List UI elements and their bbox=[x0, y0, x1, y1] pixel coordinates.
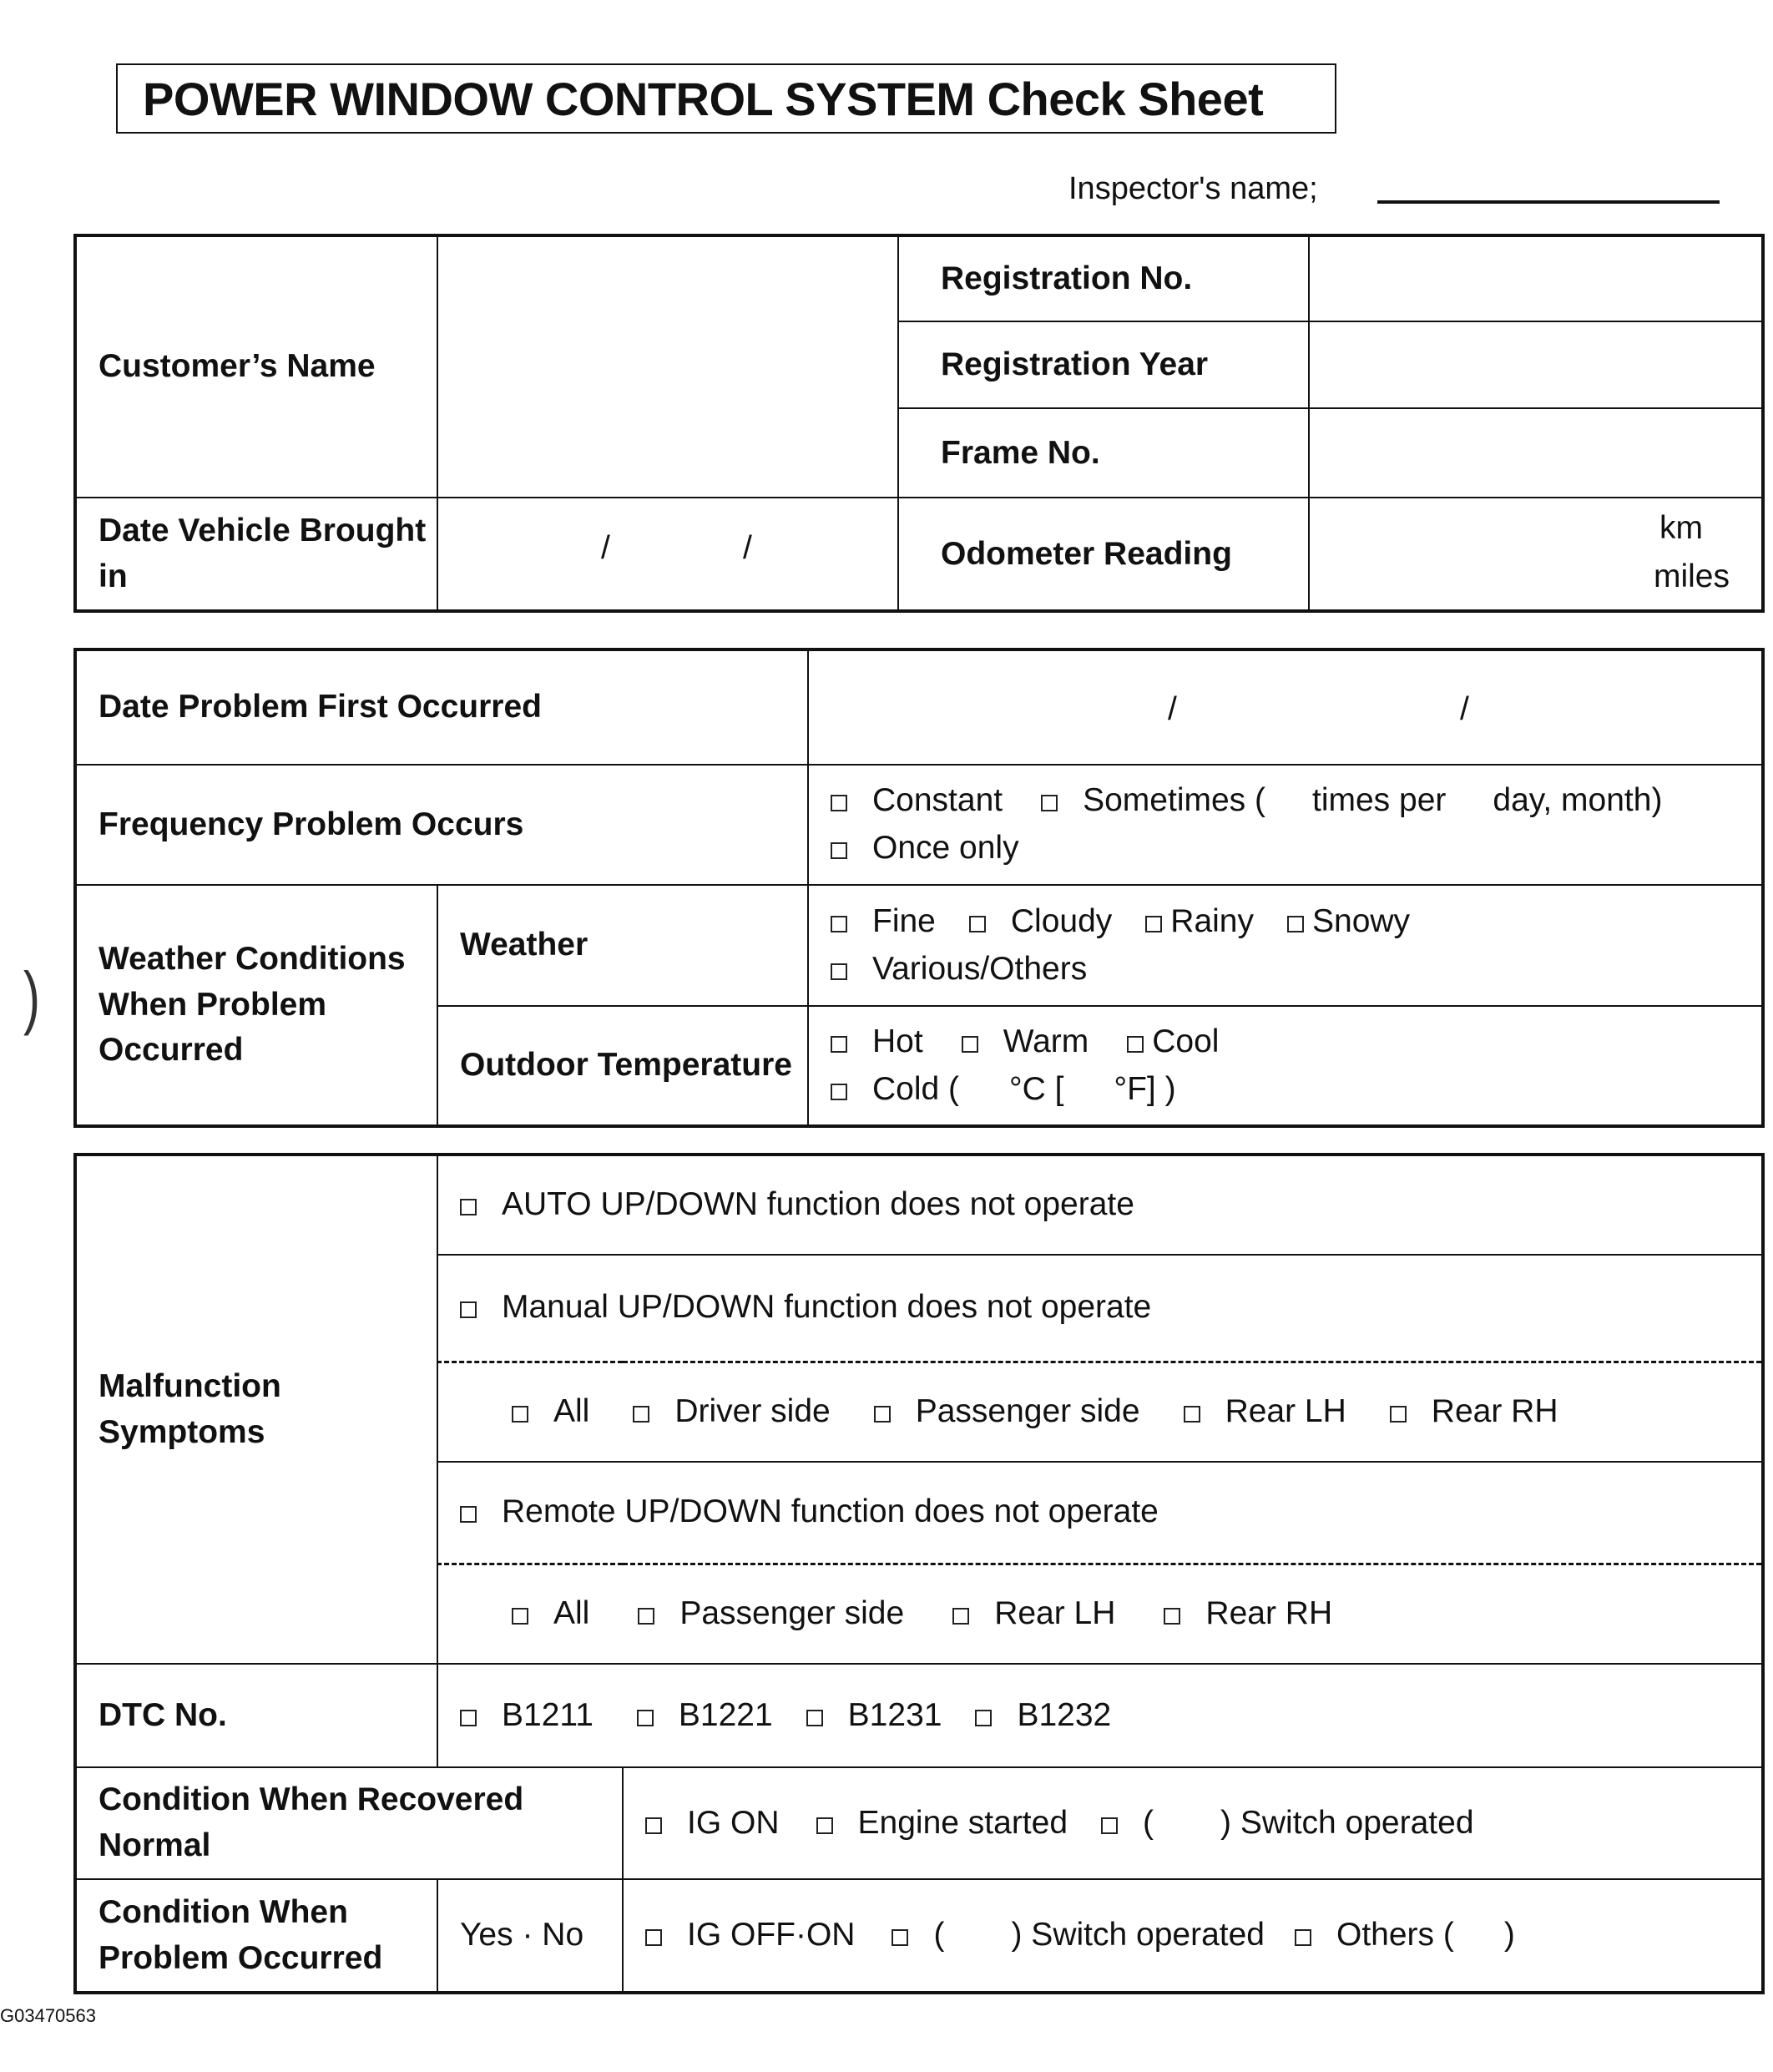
checkbox[interactable] bbox=[831, 1036, 847, 1053]
weather-label: Weather bbox=[437, 885, 808, 1006]
malfunction-symptoms-label: Malfunction Symptoms bbox=[75, 1155, 437, 1664]
option-rainy: Rainy bbox=[1170, 902, 1254, 939]
option-passenger-side: Passenger side bbox=[679, 1595, 905, 1632]
option-others: Others ( bbox=[1336, 1917, 1454, 1953]
dtc-code: B1221 bbox=[678, 1696, 773, 1733]
option-rear-lh: Rear LH bbox=[994, 1595, 1116, 1632]
checkbox[interactable] bbox=[892, 1929, 908, 1946]
checkbox[interactable] bbox=[831, 842, 847, 859]
weather-conditions-label: Weather Conditions When Problem Occurred bbox=[75, 885, 437, 1126]
customer-name-label: Customer’s Name bbox=[75, 235, 437, 498]
checkbox[interactable] bbox=[460, 1301, 477, 1318]
outdoor-temperature-label: Outdoor Temperature bbox=[437, 1006, 808, 1126]
option-constant: Constant bbox=[872, 782, 1003, 819]
manual-side-options bbox=[437, 1362, 1763, 1462]
odometer-field[interactable] bbox=[1309, 498, 1763, 611]
option-ig-off-on: IG OFF·ON bbox=[687, 1917, 856, 1953]
fahrenheit-label: °F] ) bbox=[1114, 1070, 1176, 1107]
option-rear-rh: Rear RH bbox=[1431, 1393, 1558, 1430]
option-rear-rh: Rear RH bbox=[1205, 1595, 1333, 1632]
margin-mark: ) bbox=[23, 958, 40, 1037]
checkbox[interactable] bbox=[1390, 1406, 1407, 1423]
option-all: All bbox=[553, 1595, 590, 1632]
date-brought-in-field[interactable] bbox=[437, 498, 898, 611]
inspector-name-label: Inspector's name; bbox=[1068, 171, 1318, 206]
checkbox[interactable] bbox=[637, 1710, 654, 1726]
day-month-label: day, month) bbox=[1493, 782, 1663, 819]
date-separator: / bbox=[1460, 691, 1469, 727]
checkbox[interactable] bbox=[1127, 1036, 1144, 1053]
date-brought-in-label: Date Vehicle Brought in bbox=[75, 498, 437, 611]
customer-name-field[interactable] bbox=[437, 235, 898, 498]
odometer-label: Odometer Reading bbox=[898, 498, 1309, 611]
option-hot: Hot bbox=[872, 1023, 923, 1059]
symptom-remote bbox=[437, 1462, 1763, 1564]
registration-no-field[interactable] bbox=[1309, 235, 1763, 321]
option-sometimes: Sometimes ( bbox=[1083, 782, 1265, 819]
option-driver-side: Driver side bbox=[674, 1393, 831, 1430]
registration-no-label: Registration No. bbox=[898, 235, 1309, 321]
checkbox[interactable] bbox=[645, 1929, 662, 1946]
checkbox[interactable] bbox=[1287, 916, 1304, 932]
option-cool: Cool bbox=[1152, 1023, 1220, 1059]
checkbox[interactable] bbox=[1295, 1929, 1311, 1946]
checkbox[interactable] bbox=[806, 1710, 823, 1726]
weather-options bbox=[808, 885, 1763, 1006]
option-all: All bbox=[553, 1393, 590, 1430]
checkbox[interactable] bbox=[831, 916, 847, 932]
option-fine: Fine bbox=[872, 902, 936, 939]
registration-year-label: Registration Year bbox=[898, 321, 1309, 408]
option-warm: Warm bbox=[1003, 1023, 1089, 1059]
checkbox[interactable] bbox=[1145, 916, 1162, 932]
symptoms-table bbox=[73, 1153, 1765, 1994]
remote-side-options bbox=[437, 1564, 1763, 1664]
checkbox[interactable] bbox=[460, 1710, 477, 1726]
option-switch-operated: ) Switch operated bbox=[1011, 1917, 1265, 1953]
problem-info-table bbox=[73, 648, 1765, 1128]
symptom-auto-text: AUTO UP/DOWN function does not operate bbox=[502, 1186, 1134, 1223]
date-separator: / bbox=[743, 530, 752, 566]
checkbox[interactable] bbox=[638, 1608, 654, 1625]
frame-no-label: Frame No. bbox=[898, 408, 1309, 498]
checkbox[interactable] bbox=[975, 1710, 992, 1726]
times-per-label: times per bbox=[1312, 782, 1447, 819]
dtc-code: B1232 bbox=[1017, 1696, 1112, 1733]
checkbox[interactable] bbox=[1101, 1817, 1118, 1834]
checkbox[interactable] bbox=[1164, 1608, 1180, 1625]
option-passenger-side: Passenger side bbox=[915, 1393, 1140, 1430]
checkbox[interactable] bbox=[1041, 795, 1058, 811]
paren-open: ( bbox=[1143, 1804, 1154, 1841]
date-first-occurred-label: Date Problem First Occurred bbox=[75, 649, 808, 765]
date-separator: / bbox=[601, 530, 610, 566]
recovered-options bbox=[623, 1767, 1763, 1879]
option-ig-on: IG ON bbox=[687, 1804, 780, 1841]
dtc-options bbox=[437, 1664, 1763, 1767]
symptom-manual bbox=[437, 1255, 1763, 1362]
checkbox[interactable] bbox=[874, 1406, 891, 1423]
checkbox[interactable] bbox=[460, 1199, 477, 1215]
checkbox[interactable] bbox=[512, 1406, 528, 1423]
unit-km: km bbox=[1659, 510, 1703, 546]
problem-occurred-label: Condition When Problem Occurred bbox=[75, 1879, 437, 1993]
date-separator: / bbox=[1168, 691, 1177, 727]
option-switch-operated: ) Switch operated bbox=[1220, 1804, 1474, 1841]
option-cloudy: Cloudy bbox=[1010, 902, 1113, 939]
frequency-options bbox=[808, 765, 1763, 885]
celsius-label: °C [ bbox=[1009, 1070, 1064, 1107]
inspector-name-field[interactable] bbox=[1377, 200, 1720, 204]
checkbox[interactable] bbox=[831, 963, 847, 980]
symptom-auto bbox=[437, 1155, 1763, 1255]
option-rear-lh: Rear LH bbox=[1225, 1393, 1346, 1430]
figure-id: G03470563 bbox=[0, 2005, 96, 2026]
temperature-options bbox=[808, 1006, 1763, 1126]
checkbox[interactable] bbox=[831, 795, 847, 811]
checkbox[interactable] bbox=[969, 916, 986, 932]
option-engine-started: Engine started bbox=[857, 1804, 1068, 1841]
checkbox[interactable] bbox=[645, 1817, 662, 1834]
checkbox[interactable] bbox=[460, 1506, 477, 1523]
symptom-remote-text: Remote UP/DOWN function does not operate bbox=[502, 1493, 1159, 1530]
option-once-only: Once only bbox=[872, 830, 1019, 866]
frequency-label: Frequency Problem Occurs bbox=[75, 765, 808, 885]
registration-year-field[interactable] bbox=[1309, 321, 1763, 408]
checkbox[interactable] bbox=[1184, 1406, 1200, 1423]
date-first-occurred-field[interactable] bbox=[808, 649, 1763, 765]
dtc-code: B1211 bbox=[502, 1696, 594, 1733]
paren-close: ) bbox=[1503, 1917, 1515, 1953]
recovered-normal-label: Condition When Recovered Normal bbox=[75, 1767, 623, 1879]
frame-no-field[interactable] bbox=[1309, 408, 1763, 498]
checkbox[interactable] bbox=[962, 1036, 978, 1053]
paren-open: ( bbox=[933, 1917, 945, 1953]
symptom-manual-text: Manual UP/DOWN function does not operate bbox=[502, 1289, 1152, 1326]
vehicle-info-table bbox=[73, 234, 1765, 613]
yes-no-label: Yes · No bbox=[437, 1879, 623, 1993]
checkbox[interactable] bbox=[816, 1817, 833, 1834]
dtc-code: B1231 bbox=[847, 1696, 942, 1733]
option-cold: Cold ( bbox=[872, 1070, 960, 1107]
option-various-others: Various/Others bbox=[872, 950, 1088, 987]
unit-miles: miles bbox=[1653, 558, 1730, 594]
page-title: POWER WINDOW CONTROL SYSTEM Check Sheet bbox=[116, 63, 1336, 134]
dtc-label: DTC No. bbox=[75, 1664, 437, 1767]
checkbox[interactable] bbox=[831, 1084, 847, 1100]
checkbox[interactable] bbox=[633, 1406, 649, 1423]
checkbox[interactable] bbox=[952, 1608, 969, 1625]
option-snowy: Snowy bbox=[1312, 902, 1411, 939]
occurred-options bbox=[623, 1879, 1763, 1993]
checkbox[interactable] bbox=[512, 1608, 528, 1625]
